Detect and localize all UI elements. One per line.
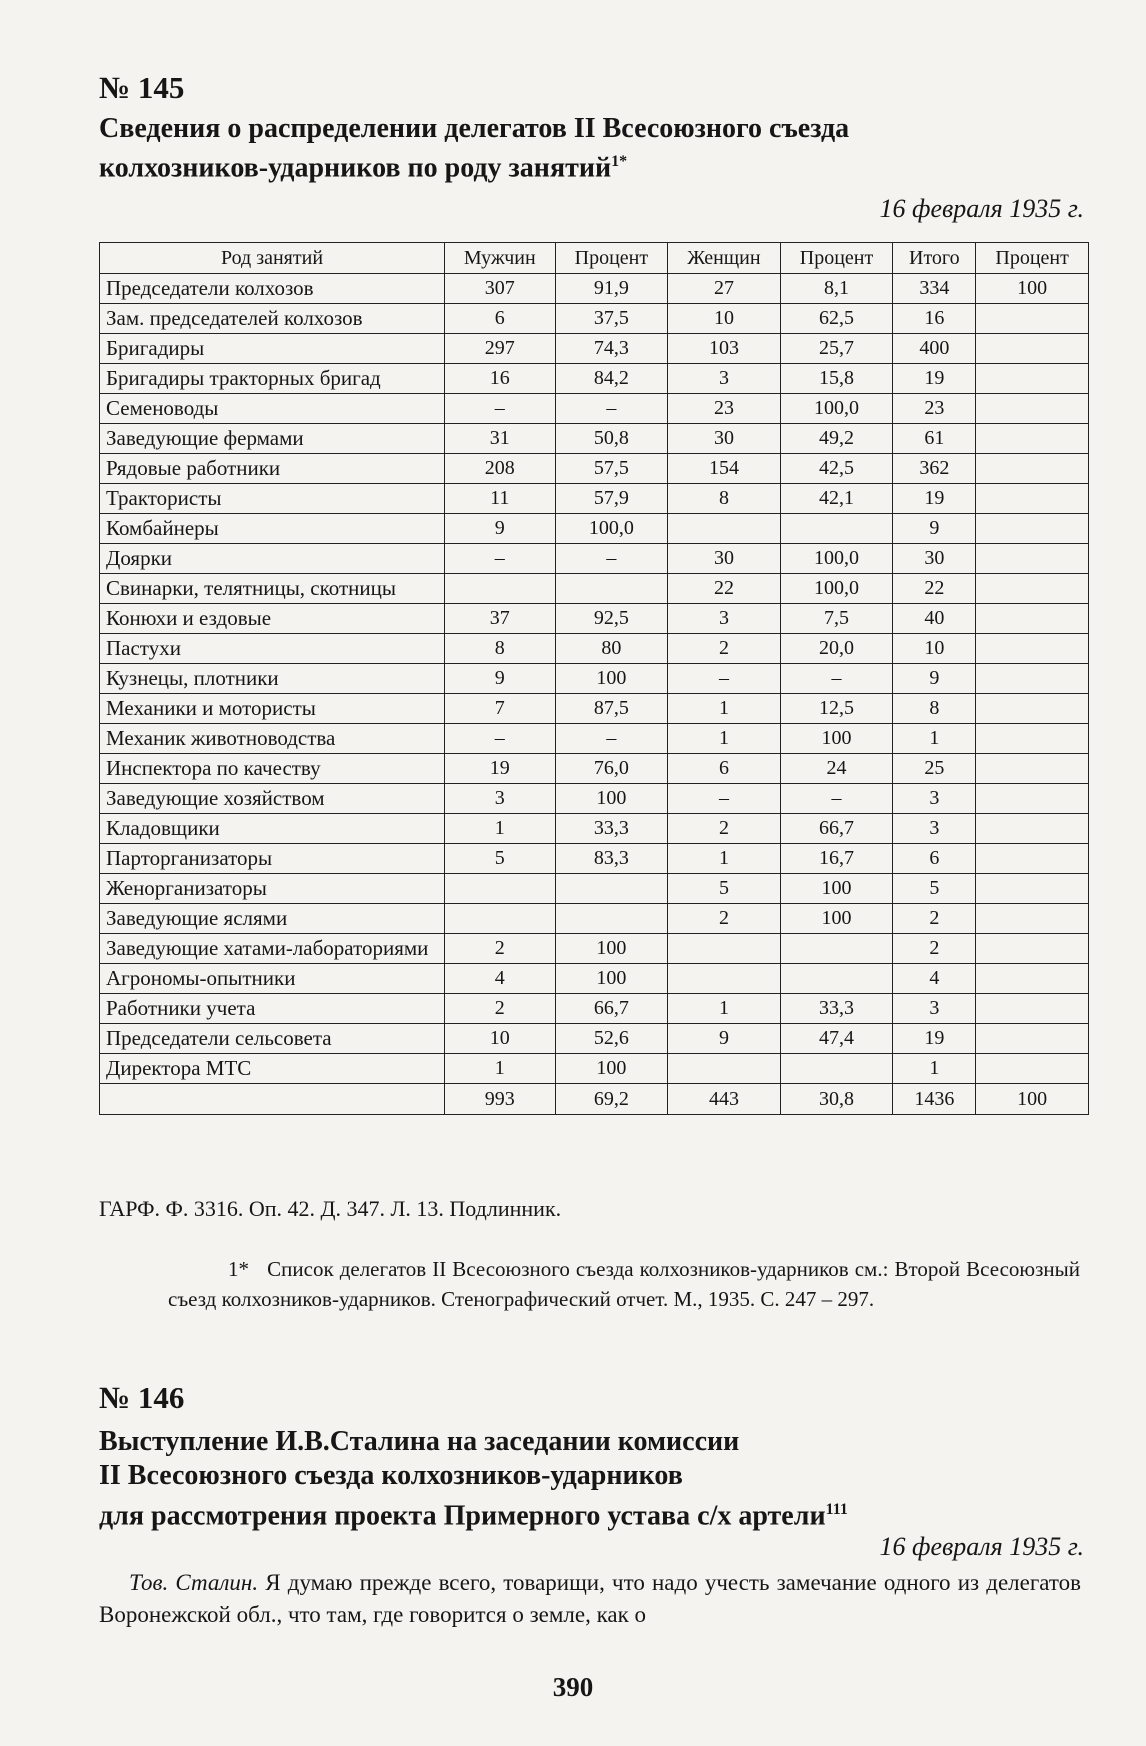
men-cell: 2 xyxy=(445,994,556,1024)
total-cell: 4 xyxy=(893,964,976,994)
women-cell: 6 xyxy=(668,754,780,784)
total-cell: 5 xyxy=(893,874,976,904)
women-percent-cell: 25,7 xyxy=(780,334,893,364)
occupation-cell: Механики и мотористы xyxy=(100,694,445,724)
table-row xyxy=(100,274,1089,304)
total-cell: 1 xyxy=(893,724,976,754)
women-cell: 2 xyxy=(668,634,780,664)
occupation-cell: Заведующие хозяйством xyxy=(100,784,445,814)
men-cell: 37 xyxy=(445,604,556,634)
total-percent-cell xyxy=(976,424,1089,454)
occupation-cell: Кладовщики xyxy=(100,814,445,844)
women-cell xyxy=(668,964,780,994)
total-percent-cell xyxy=(976,694,1089,724)
men-cell: 208 xyxy=(445,454,556,484)
footnote-mark: 1* xyxy=(228,1257,249,1281)
women-cell: 30 xyxy=(668,424,780,454)
table-row xyxy=(100,304,1089,334)
table-row xyxy=(100,484,1089,514)
total-cell: 2 xyxy=(893,934,976,964)
men-percent-cell: 92,5 xyxy=(555,604,668,634)
men-percent-cell xyxy=(555,904,668,934)
title-line: колхозников-ударников по роду занятий$^{1*}$ xyxy=(99,152,628,184)
occupation-cell: Агрономы-опытники xyxy=(100,964,445,994)
total-percent-cell xyxy=(976,574,1089,604)
total-cell: 3 xyxy=(893,814,976,844)
total-percent-cell xyxy=(976,334,1089,364)
women-percent-cell: 49,2 xyxy=(780,424,893,454)
men-percent-cell: – xyxy=(555,544,668,574)
footnote xyxy=(168,1254,1080,1314)
women-cell: 1 xyxy=(668,724,780,754)
occupation-cell: Свинарки, телятницы, скотницы xyxy=(100,574,445,604)
total-percent-cell xyxy=(976,304,1089,334)
table-row xyxy=(100,814,1089,844)
occupation-cell: Инспектора по качеству xyxy=(100,754,445,784)
women-percent-cell: 20,0 xyxy=(780,634,893,664)
total-cell: 40 xyxy=(893,604,976,634)
document-date: 16 февраля 1935 г. xyxy=(879,194,1084,223)
occupation-cell: Пастухи xyxy=(100,634,445,664)
women-percent-cell xyxy=(780,934,893,964)
women-percent-cell: 100 xyxy=(780,724,893,754)
men-percent-cell: 84,2 xyxy=(555,364,668,394)
document-number: № 146 xyxy=(99,1380,185,1415)
total-cell: 16 xyxy=(893,304,976,334)
women-percent-cell xyxy=(780,964,893,994)
women-percent-cell: 100 xyxy=(780,874,893,904)
occupation-cell: Женорганизаторы xyxy=(100,874,445,904)
table-row xyxy=(100,754,1089,784)
men-percent-cell: 57,5 xyxy=(555,454,668,484)
total-cell: 3 xyxy=(893,784,976,814)
total-percent-cell xyxy=(976,544,1089,574)
total-cell: 10 xyxy=(893,634,976,664)
women-percent-cell: 100,0 xyxy=(780,394,893,424)
table-row xyxy=(100,634,1089,664)
table-body xyxy=(100,274,1089,1115)
table-row xyxy=(100,844,1089,874)
total-percent-cell xyxy=(976,844,1089,874)
total-percent-cell xyxy=(976,454,1089,484)
document-title xyxy=(99,1425,999,1533)
women-percent-cell: 12,5 xyxy=(780,694,893,724)
men-cell: 2 xyxy=(445,934,556,964)
men-percent-cell: 76,0 xyxy=(555,754,668,784)
total-percent-cell: 100 xyxy=(976,274,1089,304)
men-percent-cell: 50,8 xyxy=(555,424,668,454)
women-cell: 154 xyxy=(668,454,780,484)
women-cell: 103 xyxy=(668,334,780,364)
women-cell: 1 xyxy=(668,844,780,874)
archive-source: ГАРФ. Ф. 3316. Оп. 42. Д. 347. Л. 13. Подлинник. xyxy=(99,1196,562,1221)
occupation-cell: Механик животноводства xyxy=(100,724,445,754)
women-cell xyxy=(668,1054,780,1084)
table-row xyxy=(100,364,1089,394)
total-cell: 6 xyxy=(893,844,976,874)
total-percent-cell xyxy=(976,634,1089,664)
total-percent-cell xyxy=(976,994,1089,1024)
table-row xyxy=(100,574,1089,604)
total-cell: 334 xyxy=(893,274,976,304)
col-men: Мужчин xyxy=(445,243,556,274)
total-cell: 22 xyxy=(893,574,976,604)
men-cell: 6 xyxy=(445,304,556,334)
occupation-cell: Председатели колхозов xyxy=(100,274,445,304)
total-percent-cell xyxy=(976,604,1089,634)
women-percent-cell: 62,5 xyxy=(780,304,893,334)
men-percent-cell: 69,2 xyxy=(555,1084,668,1115)
women-cell: – xyxy=(668,784,780,814)
men-cell: – xyxy=(445,724,556,754)
women-percent-cell: 7,5 xyxy=(780,604,893,634)
occupation-cell: Трактористы xyxy=(100,484,445,514)
women-percent-cell: 47,4 xyxy=(780,1024,893,1054)
total-percent-cell xyxy=(976,724,1089,754)
men-cell: 297 xyxy=(445,334,556,364)
women-cell: 23 xyxy=(668,394,780,424)
men-percent-cell: 33,3 xyxy=(555,814,668,844)
women-percent-cell xyxy=(780,514,893,544)
table-row xyxy=(100,724,1089,754)
total-cell: 3 xyxy=(893,994,976,1024)
occupation-cell xyxy=(100,1084,445,1115)
men-cell: 1 xyxy=(445,1054,556,1084)
table-row xyxy=(100,934,1089,964)
women-cell: 443 xyxy=(668,1084,780,1115)
women-percent-cell: 42,1 xyxy=(780,484,893,514)
table-row xyxy=(100,1054,1089,1084)
document-date: 16 февраля 1935 г. xyxy=(879,1532,1084,1561)
occupation-cell: Работники учета xyxy=(100,994,445,1024)
women-cell: – xyxy=(668,664,780,694)
men-cell: 4 xyxy=(445,964,556,994)
table-row xyxy=(100,514,1089,544)
men-cell: 8 xyxy=(445,634,556,664)
document-number: № 145 xyxy=(99,70,185,105)
occupation-cell: Комбайнеры xyxy=(100,514,445,544)
total-cell: 9 xyxy=(893,664,976,694)
women-percent-cell: 42,5 xyxy=(780,454,893,484)
men-percent-cell: 66,7 xyxy=(555,994,668,1024)
women-percent-cell xyxy=(780,1054,893,1084)
page-number: 390 xyxy=(552,1672,594,1702)
occupation-cell: Семеноводы xyxy=(100,394,445,424)
total-percent-cell xyxy=(976,784,1089,814)
total-cell: 400 xyxy=(893,334,976,364)
table-row xyxy=(100,1084,1089,1115)
women-cell: 10 xyxy=(668,304,780,334)
men-cell: 9 xyxy=(445,664,556,694)
men-percent-cell: – xyxy=(555,394,668,424)
total-percent-cell xyxy=(976,934,1089,964)
total-cell: 8 xyxy=(893,694,976,724)
men-percent-cell xyxy=(555,574,668,604)
women-percent-cell: 16,7 xyxy=(780,844,893,874)
women-cell: 9 xyxy=(668,1024,780,1054)
occupation-cell: Парторганизаторы xyxy=(100,844,445,874)
occupation-cell: Зам. председателей колхозов xyxy=(100,304,445,334)
total-percent-cell xyxy=(976,874,1089,904)
men-cell: 11 xyxy=(445,484,556,514)
speech-body: Я думаю прежде всего, товарищи, что надо учесть замечание одного из делегатов Воронежской обл., что там, где говорится о земле, как о xyxy=(99,1570,1082,1627)
total-cell: 1436 xyxy=(893,1084,976,1115)
men-percent-cell: – xyxy=(555,724,668,754)
total-cell: 23 xyxy=(893,394,976,424)
women-cell xyxy=(668,934,780,964)
speaker-name: Тов. Сталин. xyxy=(129,1570,259,1595)
occupation-cell: Доярки xyxy=(100,544,445,574)
men-cell: 31 xyxy=(445,424,556,454)
men-percent-cell: 52,6 xyxy=(555,1024,668,1054)
col-occupation: Род занятий xyxy=(100,243,445,274)
title-line: Сведения о распределении делегатов II Всесоюзного съезда xyxy=(99,113,850,144)
women-percent-cell: – xyxy=(780,664,893,694)
document-title xyxy=(99,112,999,184)
table-row xyxy=(100,694,1089,724)
women-percent-cell: – xyxy=(780,784,893,814)
total-cell: 30 xyxy=(893,544,976,574)
men-cell: 5 xyxy=(445,844,556,874)
men-cell: 9 xyxy=(445,514,556,544)
men-percent-cell xyxy=(555,874,668,904)
women-percent-cell: 100,0 xyxy=(780,574,893,604)
women-cell: 3 xyxy=(668,604,780,634)
women-percent-cell: 100 xyxy=(780,904,893,934)
women-percent-cell: 8,1 xyxy=(780,274,893,304)
women-cell: 5 xyxy=(668,874,780,904)
occupation-cell: Бригадиры xyxy=(100,334,445,364)
total-cell: 25 xyxy=(893,754,976,784)
men-percent-cell: 80 xyxy=(555,634,668,664)
men-cell xyxy=(445,874,556,904)
men-cell: – xyxy=(445,544,556,574)
total-cell: 362 xyxy=(893,454,976,484)
delegates-table xyxy=(99,242,1089,1115)
men-cell: 7 xyxy=(445,694,556,724)
men-cell: 307 xyxy=(445,274,556,304)
women-cell: 8 xyxy=(668,484,780,514)
total-percent-cell xyxy=(976,484,1089,514)
women-percent-cell: 24 xyxy=(780,754,893,784)
total-cell: 9 xyxy=(893,514,976,544)
occupation-cell: Заведующие фермами xyxy=(100,424,445,454)
men-cell: 3 xyxy=(445,784,556,814)
men-percent-cell: 100 xyxy=(555,1054,668,1084)
men-percent-cell: 100 xyxy=(555,664,668,694)
men-percent-cell: 100,0 xyxy=(555,514,668,544)
table-row xyxy=(100,664,1089,694)
total-percent-cell xyxy=(976,754,1089,784)
total-cell: 19 xyxy=(893,364,976,394)
total-percent-cell xyxy=(976,394,1089,424)
total-percent-cell xyxy=(976,904,1089,934)
col-total: Итого xyxy=(893,243,976,274)
title-line: для рассмотрения проекта Примерного устава с/х артели$^{111}$ xyxy=(99,1500,848,1532)
women-cell: 30 xyxy=(668,544,780,574)
table-row xyxy=(100,454,1089,484)
table-row xyxy=(100,784,1089,814)
women-percent-cell: 100,0 xyxy=(780,544,893,574)
men-cell: 16 xyxy=(445,364,556,394)
men-cell: – xyxy=(445,394,556,424)
occupation-cell: Председатели сельсовета xyxy=(100,1024,445,1054)
footnote-ref[interactable]: 111 xyxy=(825,1501,848,1518)
women-percent-cell: 30,8 xyxy=(780,1084,893,1115)
women-cell xyxy=(668,514,780,544)
title-line: Выступление И.В.Сталина на заседании комиссии xyxy=(99,1426,740,1457)
occupation-cell: Бригадиры тракторных бригад xyxy=(100,364,445,394)
women-cell: 22 xyxy=(668,574,780,604)
col-women-percent: Процент xyxy=(780,243,893,274)
women-percent-cell: 15,8 xyxy=(780,364,893,394)
women-percent-cell: 33,3 xyxy=(780,994,893,1024)
total-percent-cell xyxy=(976,364,1089,394)
total-percent-cell xyxy=(976,964,1089,994)
col-men-percent: Процент xyxy=(555,243,668,274)
occupation-cell: Директора МТС xyxy=(100,1054,445,1084)
occupation-cell: Кузнецы, плотники xyxy=(100,664,445,694)
occupation-cell: Заведующие яслями xyxy=(100,904,445,934)
men-cell xyxy=(445,904,556,934)
total-percent-cell xyxy=(976,1054,1089,1084)
total-percent-cell: 100 xyxy=(976,1084,1089,1115)
speech-text xyxy=(99,1567,1081,1631)
men-percent-cell: 100 xyxy=(555,934,668,964)
footnote-ref[interactable]: 1* xyxy=(611,153,628,170)
total-cell: 61 xyxy=(893,424,976,454)
men-percent-cell: 74,3 xyxy=(555,334,668,364)
total-cell: 2 xyxy=(893,904,976,934)
table-row xyxy=(100,964,1089,994)
men-percent-cell: 37,5 xyxy=(555,304,668,334)
footnote-text: Список делегатов II Всесоюзного съезда колхозников-ударников см.: Второй Всесоюзный съезд колхозников-ударников. Стенографический отчет. М., 1935. С. 247 – 297. xyxy=(168,1257,1080,1311)
men-percent-cell: 100 xyxy=(555,964,668,994)
men-cell xyxy=(445,574,556,604)
total-percent-cell xyxy=(976,814,1089,844)
men-percent-cell: 91,9 xyxy=(555,274,668,304)
women-percent-cell: 66,7 xyxy=(780,814,893,844)
table-row xyxy=(100,544,1089,574)
total-percent-cell xyxy=(976,1024,1089,1054)
table-row xyxy=(100,424,1089,454)
table-row xyxy=(100,604,1089,634)
total-cell: 19 xyxy=(893,484,976,514)
men-cell: 993 xyxy=(445,1084,556,1115)
men-cell: 10 xyxy=(445,1024,556,1054)
table-row xyxy=(100,394,1089,424)
table-row xyxy=(100,904,1089,934)
table-row xyxy=(100,994,1089,1024)
men-percent-cell: 87,5 xyxy=(555,694,668,724)
col-women: Женщин xyxy=(668,243,780,274)
col-total-percent: Процент xyxy=(976,243,1089,274)
total-percent-cell xyxy=(976,514,1089,544)
men-cell: 1 xyxy=(445,814,556,844)
women-cell: 2 xyxy=(668,904,780,934)
men-cell: 19 xyxy=(445,754,556,784)
occupation-cell: Рядовые работники xyxy=(100,454,445,484)
title-line: II Всесоюзного съезда колхозников-ударников xyxy=(99,1460,683,1491)
table-row xyxy=(100,874,1089,904)
total-percent-cell xyxy=(976,664,1089,694)
table-row xyxy=(100,334,1089,364)
total-cell: 19 xyxy=(893,1024,976,1054)
women-cell: 2 xyxy=(668,814,780,844)
women-cell: 27 xyxy=(668,274,780,304)
occupation-cell: Конюхи и ездовые xyxy=(100,604,445,634)
men-percent-cell: 83,3 xyxy=(555,844,668,874)
table-row xyxy=(100,1024,1089,1054)
women-cell: 3 xyxy=(668,364,780,394)
men-percent-cell: 100 xyxy=(555,784,668,814)
men-percent-cell: 57,9 xyxy=(555,484,668,514)
occupation-cell: Заведующие хатами-лабораториями xyxy=(100,934,445,964)
table-header-row xyxy=(100,243,1089,274)
total-cell: 1 xyxy=(893,1054,976,1084)
women-cell: 1 xyxy=(668,694,780,724)
women-cell: 1 xyxy=(668,994,780,1024)
